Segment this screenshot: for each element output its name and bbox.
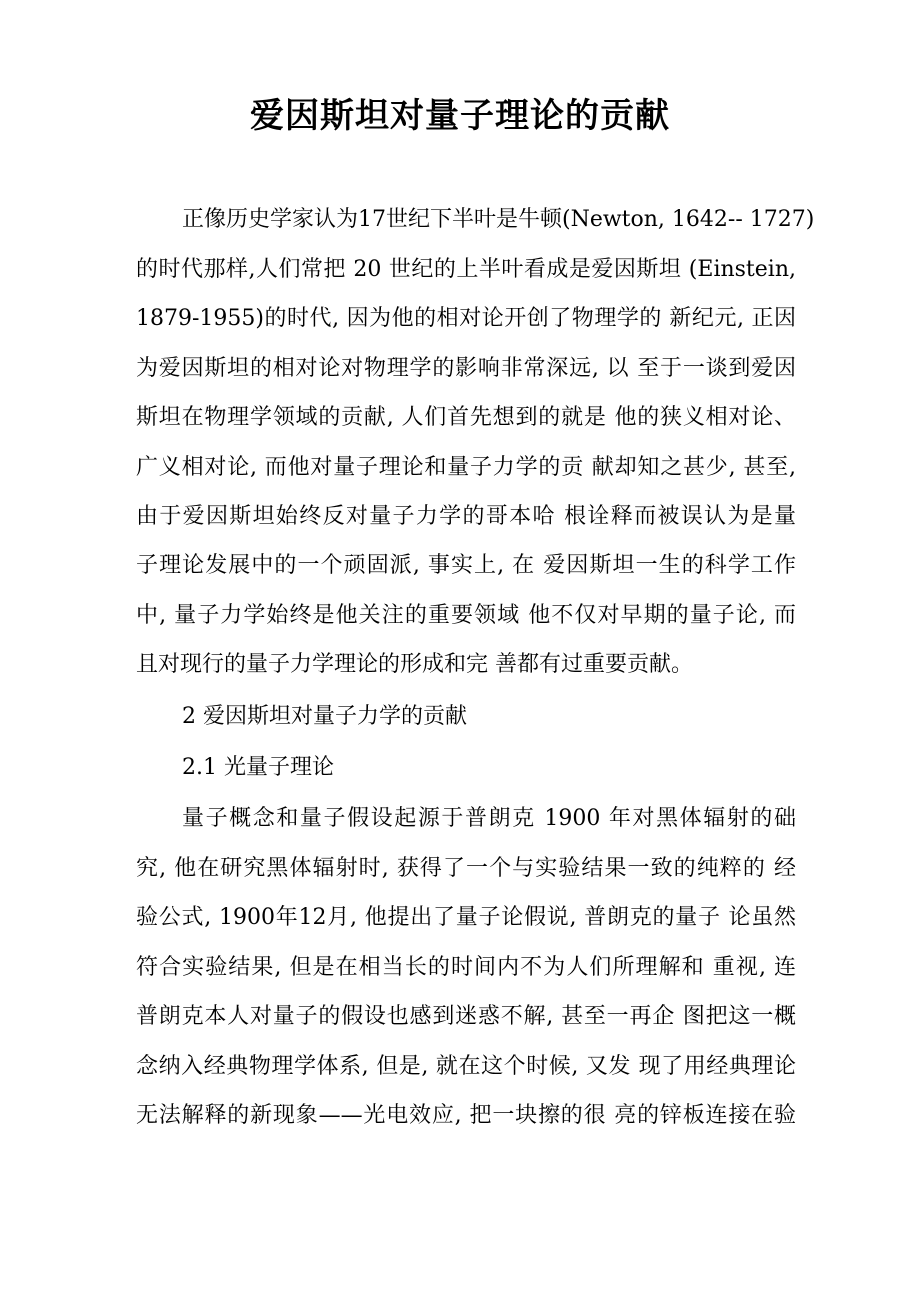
section-heading: 2 爱因斯坦对量子力学的贡献 [182, 704, 467, 729]
paragraph-line: 验公式, 1900年12月, 他提出了量子论假说, 普朗克的量子 论虽然 [136, 905, 796, 930]
paragraph-line: 斯坦在物理学领域的贡献, 人们首先想到的就是 他的狭义相对论、 [136, 405, 796, 430]
paragraph-line: 为爱因斯坦的相对论对物理学的影响非常深远, 以 至于一谈到爱因 [136, 356, 796, 381]
paragraph-line: 广义相对论, 而他对量子理论和量子力学的贡 献却知之甚少, 甚至, [136, 455, 796, 480]
paragraph-line: 中, 量子力学始终是他关注的重要领域 他不仅对早期的量子论, 而 [136, 603, 796, 628]
paragraph-line: 普朗克本人对量子的假设也感到迷惑不解, 甚至一再企 图把这一概 [136, 1004, 796, 1029]
paragraph-line: 由于爱因斯坦始终反对量子力学的哥本哈 根诠释而被误认为是量 [136, 504, 796, 529]
paragraph-line: 且对现行的量子力学理论的形成和完 善都有过重要贡献。 [136, 652, 693, 677]
paragraph-line: 念纳入经典物理学体系, 但是, 就在这个时候, 又发 现了用经典理论 [136, 1054, 796, 1079]
paragraph-line: 的时代那样,人们常把 20 世纪的上半叶看成是爱因斯坦 (Einstein, [136, 257, 796, 282]
paragraph-line: 量子概念和量子假设起源于普朗克 1900 年对黑体辐射的础 [182, 806, 796, 831]
subsection-heading: 2.1 光量子理论 [182, 755, 334, 780]
document-title: 爱因斯坦对量子理论的贡献 [250, 96, 670, 136]
paragraph-line: 符合实验结果, 但是在相当长的时间内不为人们所理解和 重视, 连 [136, 955, 796, 980]
paragraph-line: 究, 他在研究黑体辐射时, 获得了一个与实验结果一致的纯粹的 经 [136, 856, 796, 881]
paragraph-line: 子理论发展中的一个顽固派, 事实上, 在 爱因斯坦一生的科学工作 [136, 553, 796, 578]
paragraph-line: 正像历史学家认为17世纪下半叶是牛顿(Newton, 1642-- 1727) [182, 207, 815, 232]
paragraph-line: 无法解释的新现象——光电效应, 把一块擦的很 亮的锌板连接在验 [136, 1103, 796, 1128]
paragraph-line: 1879-1955)的时代, 因为他的相对论开创了物理学的 新纪元, 正因 [136, 306, 796, 331]
